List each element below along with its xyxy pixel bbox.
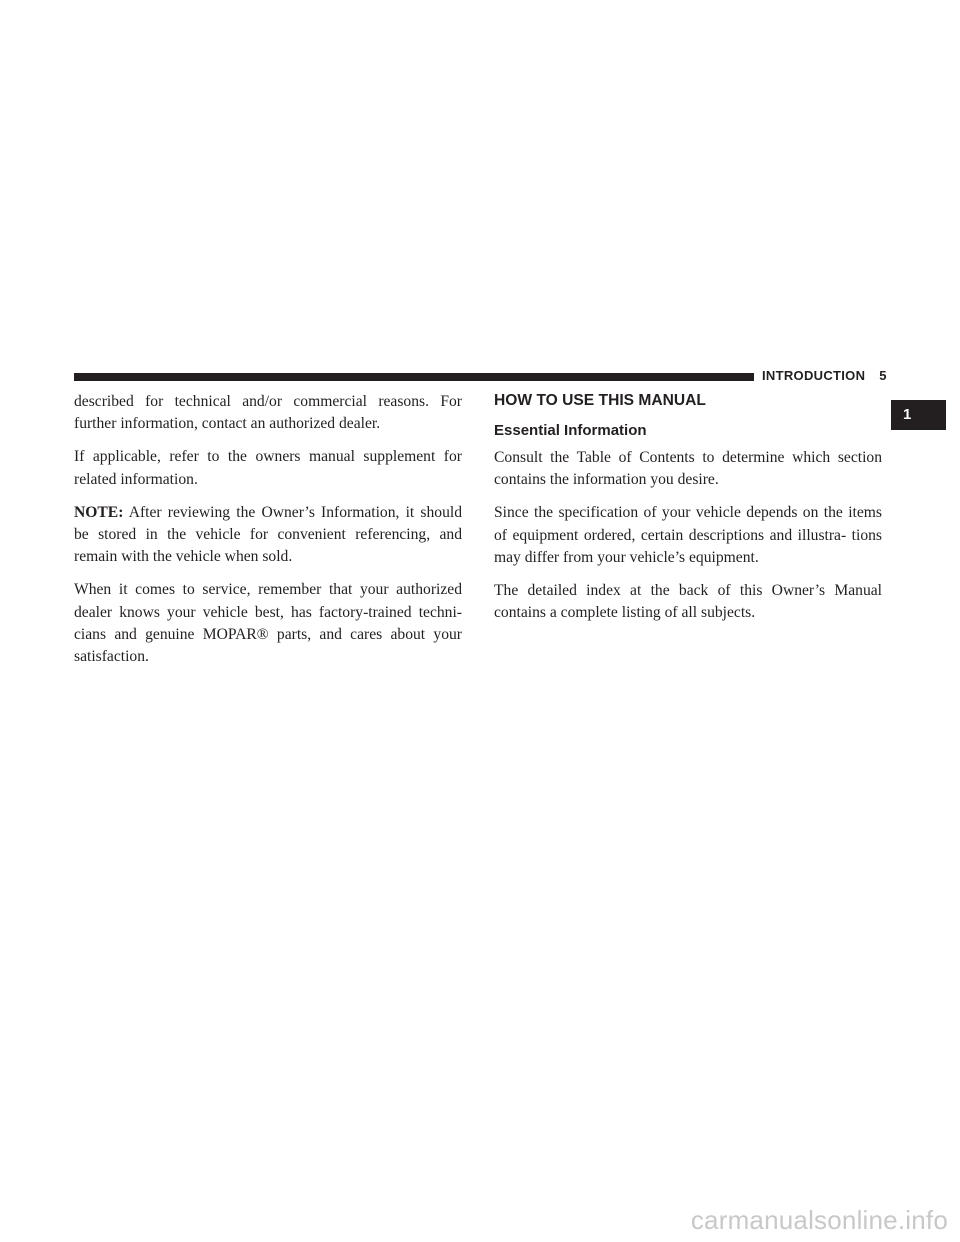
paragraph: If applicable, refer to the owners manual supplement for related information. [74,448,462,488]
paragraph: described for technical and/or commercial reasons. For further information, contact an authorized dealer. [74,393,462,433]
right-column [494,390,882,635]
left-column [74,391,462,679]
running-header [762,368,887,383]
chapter-tab: 1 [891,400,946,430]
subsection-heading: Essential Information [494,422,647,439]
paragraph: When it comes to service, remember that your authorized dealer knows your vehicle best, has factory-trained techni- cians and genuine MOPAR® parts, and cares about your satisfaction. [74,581,462,666]
paragraph: Consult the Table of Contents to determine which section contains the information you desire. [494,449,882,489]
section-heading: HOW TO USE THIS MANUAL [494,392,706,409]
note-text: After reviewing the Owner’s Information, it should be stored in the vehicle for convenient referencing, and remain with the vehicle when sold. [74,503,462,566]
watermark: carmanualsonline.info [690,1205,948,1235]
page-number: 5 [879,368,887,383]
note-label: NOTE: [74,503,124,521]
paragraph: Since the specification of your vehicle depends on the items of equipment ordered, certain descriptions and illustra- tions may differ from your vehicle’s equipment. [494,504,882,566]
paragraph: The detailed index at the back of this Owner’s Manual contains a complete listing of all subjects. [494,582,882,622]
header-rule [74,373,754,381]
note-paragraph [74,502,462,569]
section-title: INTRODUCTION [762,368,866,383]
